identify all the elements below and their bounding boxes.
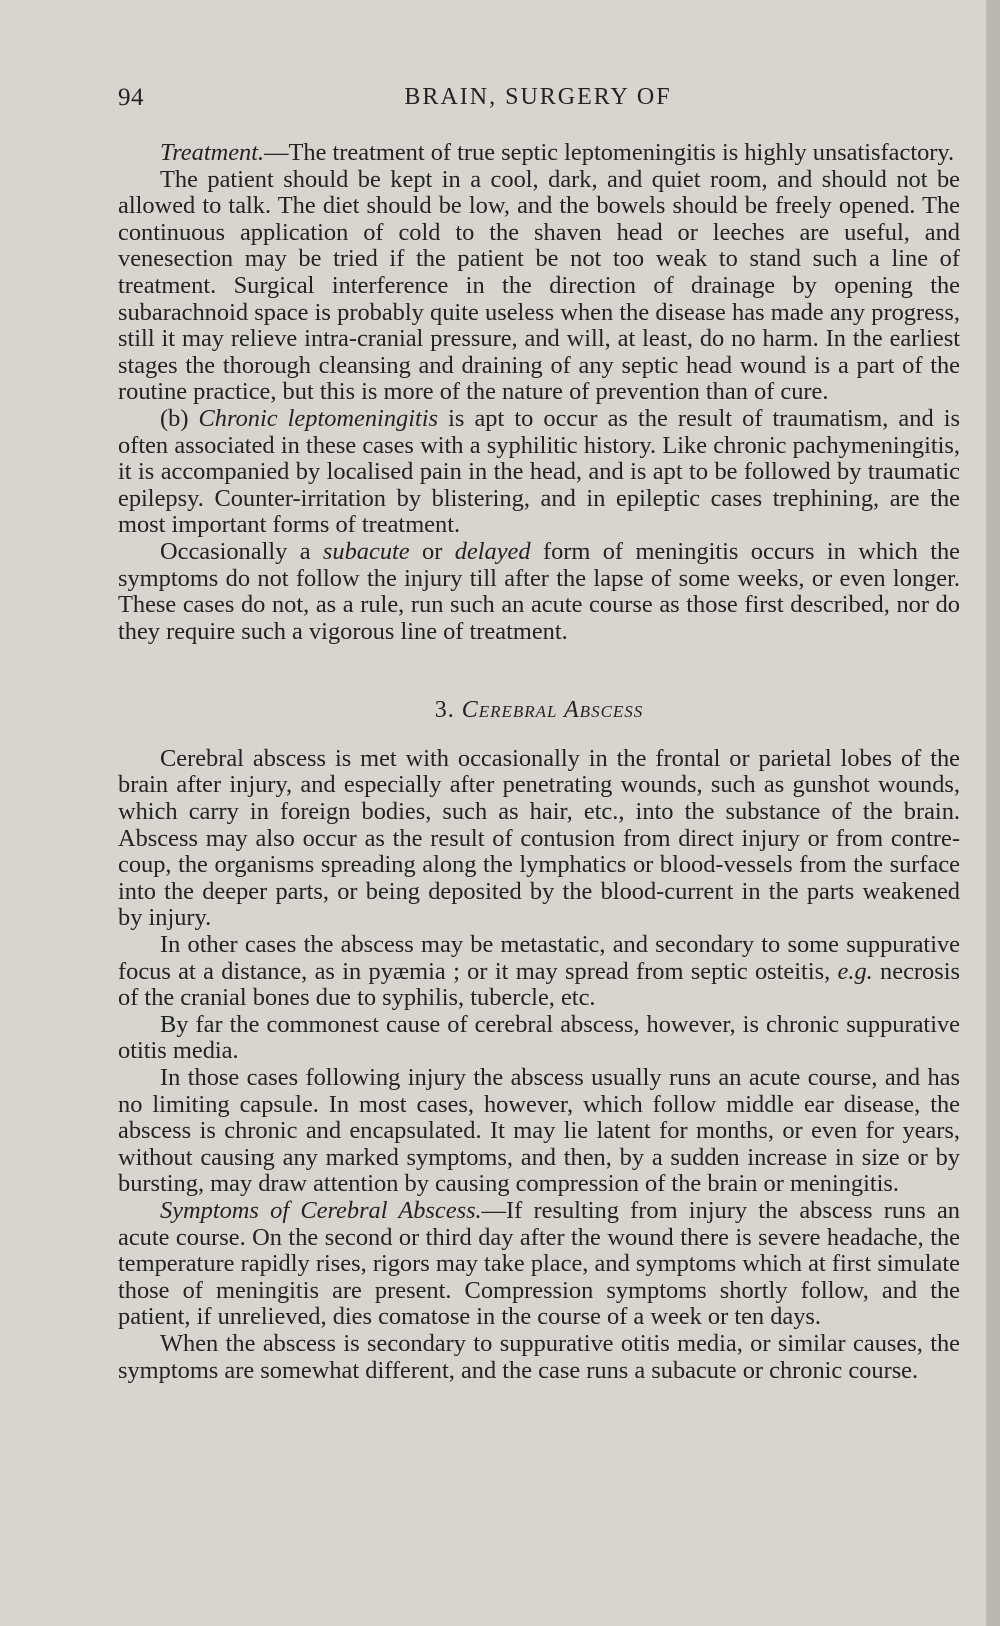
list-marker: (b) (160, 404, 189, 432)
page-header (118, 84, 958, 120)
paragraph-commonest-cause: By far the commonest cause of cerebral abscess, however, is chronic suppurative otitis media. (118, 1010, 960, 1065)
paragraph-metastatic (118, 932, 960, 1012)
text-run: In other cases the abscess may be metastatic, and secondary to some suppurative focus at a distance, as in pyæmia ; or it may spread from septic osteitis, (118, 931, 960, 985)
term-subacute: subacute (322, 537, 410, 565)
section-number: 3. (434, 697, 455, 724)
term-delayed: delayed (454, 537, 531, 565)
paragraph-chronic-leptomeningitis (118, 406, 960, 539)
page-edge-shadow (986, 0, 1000, 1626)
paragraph-symptoms (118, 1198, 960, 1331)
paragraph-course: In those cases following injury the abscess usually runs an acute course, and has no limiting capsule. In most cases, however, which follow middle ear disease, the abscess is chronic and encapsulated. It may lie latent for months, or even for years, without causing any marked symptoms, and then, by a sudden increase in size or by bursting, may draw attention by causing compression of the brain or meningitis. (118, 1064, 960, 1198)
symptoms-heading: Symptoms of Cerebral Abscess. (160, 1196, 482, 1224)
text-run: necrosis of the cranial bones due to syphilis, tubercle, etc. (118, 957, 960, 1012)
text-run: form of meningitis occurs in which the symptoms do not follow the injury till after the lapse of some weeks, or even longer. These cases do not, as a rule, run such an acute course as those first described, nor do they require such a vigorous line of treatment. (118, 537, 960, 645)
section-title: Cerebral Abscess (461, 697, 644, 724)
text-run: or (409, 537, 455, 565)
paragraph-delayed-meningitis (118, 539, 960, 645)
section-heading (118, 697, 960, 724)
running-head: BRAIN, SURGERY OF (404, 84, 672, 110)
chronic-leptomeningitis-text: is apt to occur as the result of traumatism, and is often associated in these cases with a syphilitic history. Like chronic pachymeningitis, it is accompanied by localised pain in the head, and is apt to be followed by traumatic epilepsy. Counter-irritation by blistering, and in epileptic cases trephining, are the most important forms of treatment. (118, 404, 960, 539)
treatment-intro-text: —The treatment of true septic leptomeningitis is highly unsatisfactory. (264, 139, 955, 166)
paragraph-treatment-details: The patient should be kept in a cool, dark, and quiet room, and should not be allowed to talk. The diet should be low, and the bowels should be freely opened. The continuous application of cold to the shaven head or leeches are useful, and venesection may be tried if the patient be not too weak to stand such a line of treatment. Surgical interference in the direction of drainage by opening the subarachnoid space is probably quite useless when the disease has made any progress, still it may relieve intra-cranial pressure, and will, at least, do no harm. In the earliest stages the thorough cleansing and draining of any septic head wound is a part of the routine practice, but this is more of the nature of prevention than of cure. (118, 165, 960, 406)
body-text (118, 140, 960, 1384)
symptoms-text: —If resulting from injury the abscess runs an acute course. On the second or third day after the wound there is severe headache, the temperature rapidly rises, rigors may take place, and symptoms which at first simulate those of meningitis are present. Compression symptoms shortly follow, and the patient, if unrelieved, dies comatose in the course of a week or ten days. (118, 1196, 960, 1331)
paragraph-treatment (118, 140, 960, 167)
abbrev-eg: e.g. (837, 957, 873, 985)
text-run: Occasionally a (160, 537, 323, 565)
paragraph-abscess-causes: Cerebral abscess is met with occasionally in the frontal or parietal lobes of the brain after injury, and especially after penetrating wounds, such as gunshot wounds, which carry in foreign bodies, such as hair, etc., into the substance of the brain. Abscess may also occur as the result of contusion from direct injury or from contre-coup, the organisms spreading along the lymphatics or blood-vessels from the surface into the deeper parts, or being deposited by the blood-current in the parts weakened by injury. (118, 744, 960, 932)
page-number: 94 (118, 84, 144, 111)
treatment-heading: Treatment. (160, 139, 265, 166)
paragraph-secondary-abscess: When the abscess is secondary to suppurative otitis media, or similar causes, the symptoms are somewhat different, and the case runs a subacute or chronic course. (118, 1329, 960, 1384)
chronic-leptomeningitis-heading: Chronic leptomeningitis (198, 404, 439, 432)
